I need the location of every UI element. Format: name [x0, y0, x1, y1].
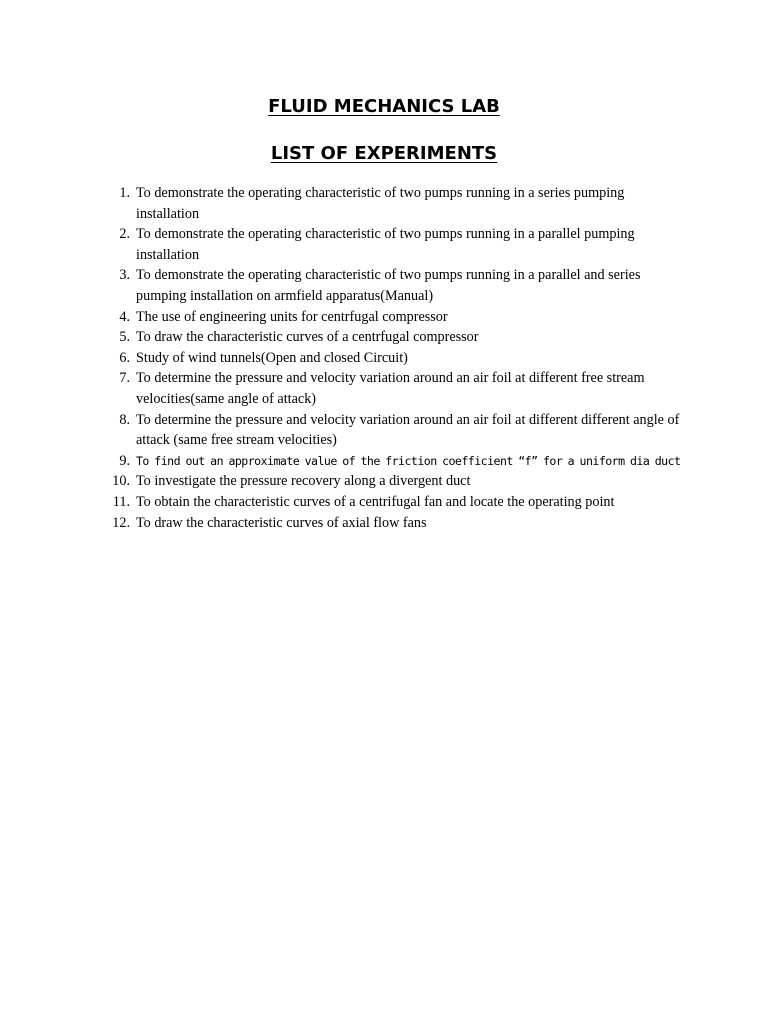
list-item-number: 6.	[119, 349, 130, 366]
list-item-text: To find out an approximate value of the friction coefficient “f” for a uniform dia duct	[136, 453, 681, 468]
list-item	[0, 265, 684, 306]
list-item-number: 1.	[119, 185, 130, 201]
list-item-text: To demonstrate the operating characteristic of two pumps running in a series pumping installation	[136, 185, 625, 222]
list-item	[0, 183, 684, 224]
list-item-text: To demonstrate the operating characteristic of two pumps running in a parallel and series pumping installation on armfield apparatus(Manual)	[136, 267, 641, 304]
list-item	[0, 513, 684, 534]
list-item-text: To investigate the pressure recovery along a divergent duct	[136, 473, 471, 490]
experiment-list	[0, 183, 684, 533]
list-item-number: 5.	[119, 329, 130, 346]
list-item-number: 12.	[112, 514, 130, 531]
list-item	[0, 327, 684, 348]
list-item	[0, 368, 684, 409]
list-item-number: 10.	[112, 473, 130, 490]
list-item-number: 9.	[119, 452, 130, 469]
list-item-number: 3.	[119, 267, 130, 284]
list-item-text: To draw the characteristic curves of a centrfugal compressor	[136, 329, 479, 346]
list-item-text: To draw the characteristic curves of axial flow fans	[136, 514, 427, 531]
list-item-number: 2.	[119, 226, 130, 243]
list-item-number: 8.	[119, 411, 130, 428]
list-item-text: To determine the pressure and velocity variation around an air foil at different different angle of attack (same free stream velocities)	[136, 411, 680, 449]
list-item	[0, 307, 684, 328]
list-item-number: 4.	[119, 308, 130, 325]
list-item	[0, 451, 684, 472]
list-item-text: To demonstrate the operating characteristic of two pumps running in a parallel pumping installation	[136, 226, 635, 263]
list-item-text: Study of wind tunnels(Open and closed Circuit)	[136, 349, 408, 366]
list-item	[0, 492, 684, 513]
list-item-number: 11.	[112, 493, 130, 510]
list-item-number: 7.	[119, 370, 130, 387]
list-item-text: The use of engineering units for centrfugal compressor	[136, 308, 448, 325]
list-item	[0, 348, 684, 369]
list-item	[0, 224, 684, 265]
list-item-text: To determine the pressure and velocity variation around an air foil at different free stream velocities(same angle of attack)	[136, 370, 645, 407]
list-item	[0, 410, 684, 451]
list-item	[0, 471, 684, 492]
list-heading: LIST OF EXPERIMENTS	[270, 143, 498, 164]
page-title: FLUID MECHANICS LAB	[268, 96, 500, 117]
list-item-text: To obtain the characteristic curves of a centrifugal fan and locate the operating point	[136, 493, 615, 510]
